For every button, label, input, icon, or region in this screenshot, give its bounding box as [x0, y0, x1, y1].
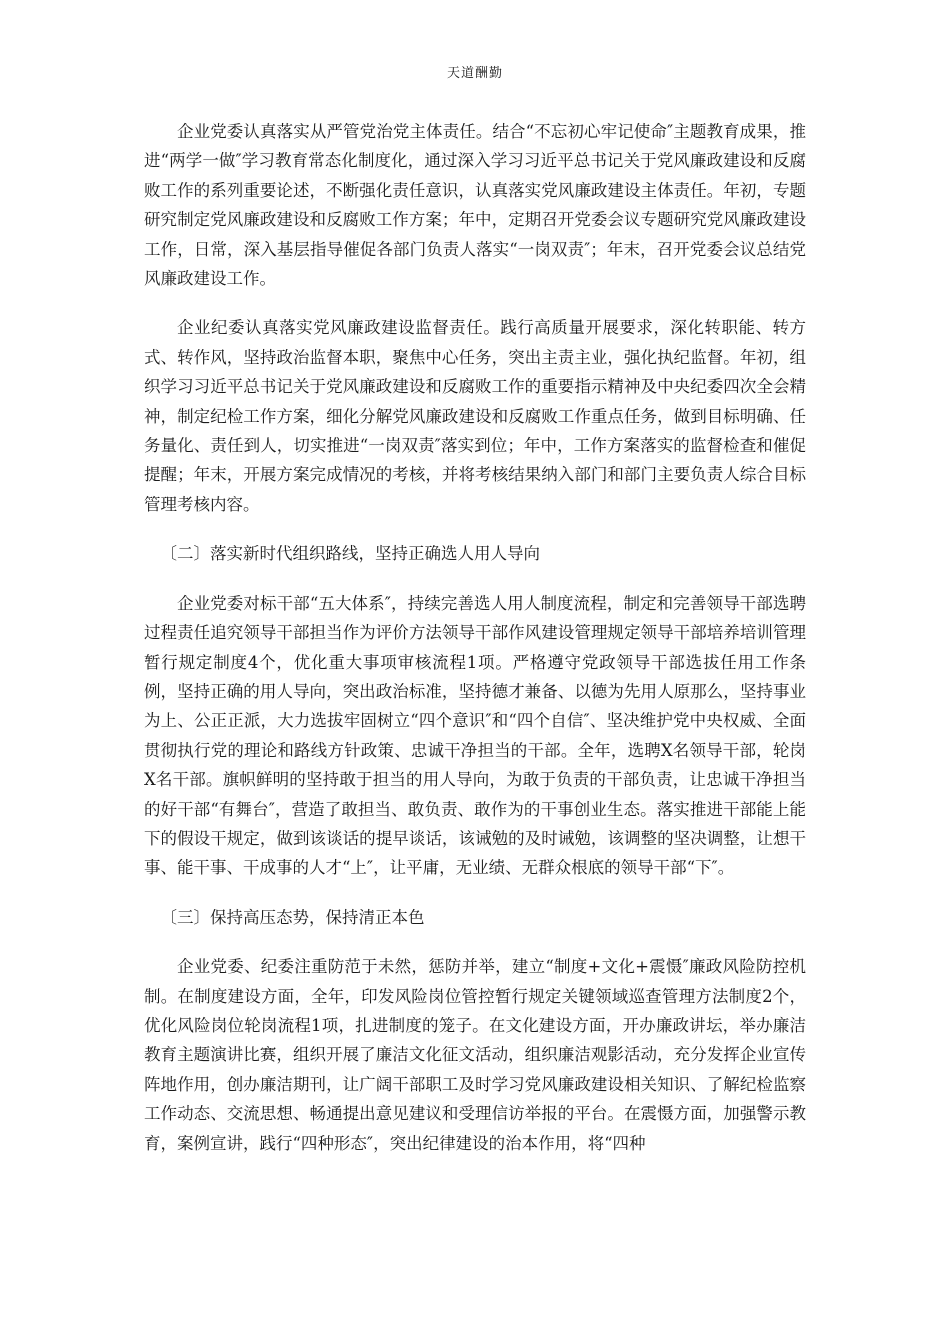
page-header: 天道酬勤 — [446, 66, 503, 81]
paragraph-discipline-committee-supervision: 企业纪委认真落实党风廉政建设监督责任。践行高质量开展要求，深化转职能、转方式、转作风，坚持政治监督本职，聚焦中心任务，突出主责主业，强化执纪监督。年初，组织学习习近平总书记关于党风廉政建设和反腐败工作的重要指示精神及中央纪委四次全会精神，制定纪检工作方案，细化分解党风廉政建设和反腐败工作重点任务，做到目标明确、任务量化、责任到人，切实推进“一岗双责″落实到位；年中，工作方案落实的监督检查和催促提醒；年末，开展方案完成情况的考核，并将考核结果纳入部门和部门主要负责人综合目标管理考核内容。 — [144, 318, 806, 514]
paragraph-cadre-selection: 企业党委对标干部“五大体系″，持续完善选人用人制度流程，制定和完善领导干部选聘过程责任追究领导干部担当作为评价方法领导干部作风建设管理规定领导干部培养培训管理暂行规定制度4个，优化重大事项审核流程1项。严格遵守党政领导干部选拔任用工作条例，坚持正确的用人导向，突出政治标准，坚持德才兼备、以德为先用人原那么，坚持事业为上、公正正派，大力选拔牢固树立“四个意识″和“四个自信″、坚决维护党中央权威、全面贯彻执行党的理论和路线方针政策、忠诚干净担当的干部。全年，选聘X名领导干部，轮岗X名干部。旗帜鲜明的坚持敢于担当的用人导向，为敢于负责的干部负责，让忠诚干净担当的好干部“有舞台″，营造了敢担当、敢负责、敢作为的干事创业生态。落实推进干部能上能下的假设干规定，做到该谈话的提早谈话，该诫勉的及时诫勉，该调整的坚决调整，让想干事、能干事、干成事的人才“上″，让平庸，无业绩、无群众根底的领导干部“下″。 — [144, 593, 806, 878]
document-body — [144, 117, 806, 1178]
section-heading-three: 〔三〕保持高压态势，保持清正本色 — [160, 907, 425, 927]
paragraph-risk-prevention: 企业党委、纪委注重防范于未然，惩防并举，建立“制度+文化+震慑″廉政风险防控机制。在制度建设方面，全年，印发风险岗位管控暂行规定关键领域巡查管理方法制度2个，优化风险岗位轮岗流程1项，扎进制度的笼子。在文化建设方面，开办廉政讲坛，举办廉洁教育主题演讲比赛，组织开展了廉洁文化征文活动，组织廉洁观影活动，充分发挥企业宣传阵地作用，创办廉洁期刊，让广阔干部职工及时学习党风廉政建设相关知识、了解纪检监察工作动态、交流思想、畅通提出意见建议和受理信访举报的平台。在震慑方面，加强警示教育，案例宣讲，践行“四种形态″，突出纪律建设的治本作用，将“四种 — [144, 957, 806, 1153]
paragraph-party-committee-responsibility: 企业党委认真落实从严管党治党主体责任。结合“不忘初心牢记使命″主题教育成果，推进“两学一做″学习教育常态化制度化，通过深入学习习近平总书记关于党风廉政建设和反腐败工作的系列重要论述，不断强化责任意识，认真落实党风廉政建设主体责任。年初，专题研究制定党风廉政建设和反腐败工作方案；年中，定期召开党委会议专题研究党风廉政建设工作，日常，深入基层指导催促各部门负责人落实“一岗双责″；年末，召开党委会议总结党风廉政建设工作。 — [144, 122, 806, 289]
section-heading-two: 〔二〕落实新时代组织路线，坚持正确选人用人导向 — [160, 544, 540, 564]
